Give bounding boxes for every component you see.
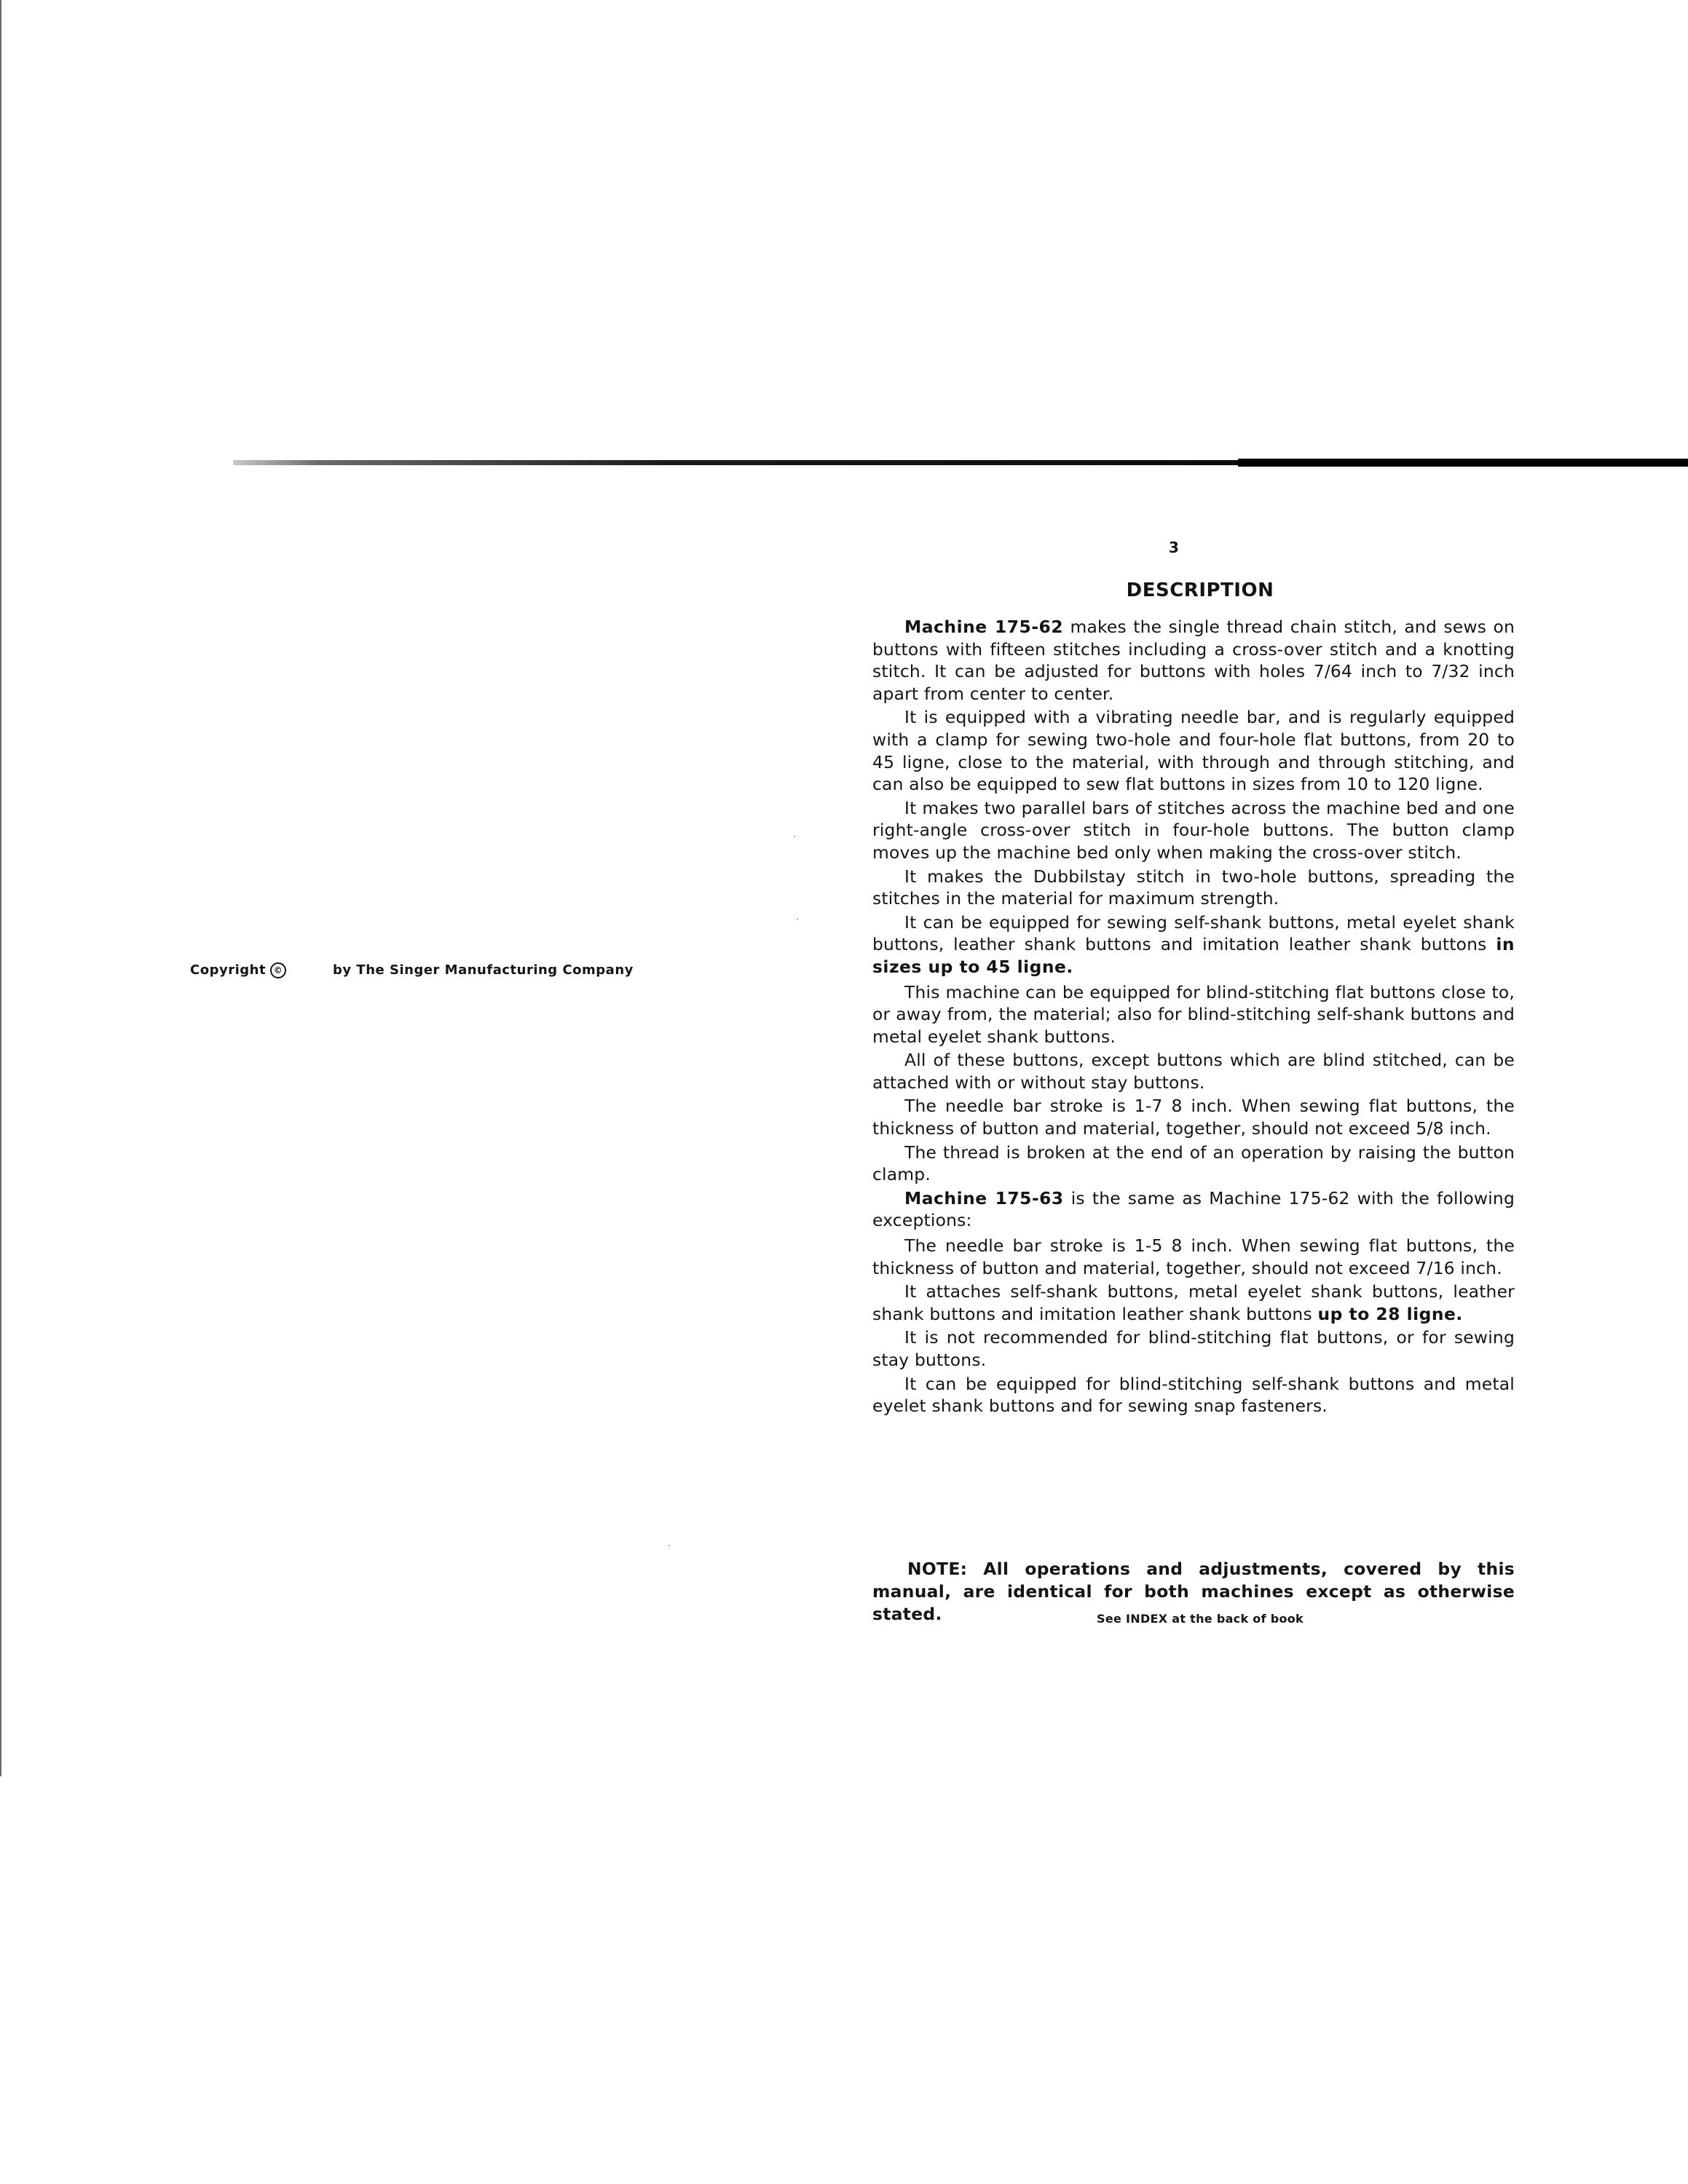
description-paragraph — [872, 1373, 1515, 1417]
paragraph-text: is the same as Machine 175-62 with the following exceptions: — [872, 1187, 1515, 1231]
description-body — [872, 616, 1515, 1419]
description-paragraph — [872, 616, 1515, 705]
paragraph-text: It makes two parallel bars of stitches across the machine bed and one right-angle cross-over stitch in four-hole buttons. The button clamp moves up the machine bed only when making the cross-over stitch. — [872, 797, 1515, 863]
note-paragraph: NOTE: All operations and adjustments, covered by this manual, are identical for both machines except as otherwise stated. — [872, 1559, 1515, 1624]
description-paragraph — [872, 1281, 1515, 1325]
paragraph-text: It attaches self-shank buttons, metal eyelet shank buttons, leather shank buttons and imitation leather shank buttons — [872, 1281, 1515, 1324]
description-paragraph — [872, 1235, 1515, 1279]
paragraph-text: It can be equipped for blind-stitching self-shank buttons and metal eyelet shank buttons and for sewing snap fasteners. — [872, 1373, 1515, 1417]
top-rule-heavy — [1238, 459, 1688, 467]
paragraph-text: The needle bar stroke is 1-7 8 inch. When sewing flat buttons, the thickness of button and material, together, should not exceed 5/8 inch. — [872, 1096, 1515, 1139]
copyright-holder: by The Singer Manufacturing Company — [333, 962, 634, 978]
scan-speck — [669, 1545, 670, 1546]
paragraph-text: All of these buttons, except buttons which are blind stitched, can be attached with or without stay buttons. — [872, 1050, 1515, 1093]
paragraph-text: It makes the Dubbilstay stitch in two-hole buttons, spreading the stitches in the material for maximum strength. — [872, 866, 1515, 909]
copyright-label: Copyright — [190, 962, 267, 978]
scan-speck — [797, 919, 798, 920]
paragraph-text: This machine can be equipped for blind-stitching flat buttons close to, or away from, the material; also for blind-stitching self-shank buttons and metal eyelet shank buttons. — [872, 981, 1515, 1047]
description-paragraph — [872, 797, 1515, 864]
see-index-footnote: See INDEX at the back of book — [1097, 1612, 1304, 1626]
copyright-icon: © — [270, 962, 286, 978]
paragraph-text: It is equipped with a vibrating needle bar, and is regularly equipped with a clamp for sewing two-hole and four-hole flat buttons, from 20 to 45 ligne, close to the material, with through and through stitching, and can also be equipped to sew flat buttons in sizes from 10 to 120 ligne. — [872, 707, 1515, 795]
size-emphasis: up to 28 ligne. — [1317, 1303, 1463, 1324]
description-paragraph — [872, 1049, 1515, 1093]
paragraph-text: It is not recommended for blind-stitching flat buttons, or for sewing stay buttons. — [872, 1327, 1515, 1370]
paragraph-text: makes the single thread chain stitch, and sews on buttons with fifteen stitches including a cross-over stitch and a knotting stitch. It can be adjusted for buttons with holes 7/64 inch to 7/32 inch apart from center to center. — [872, 617, 1515, 704]
scan-speck — [794, 836, 795, 837]
machine-model-lead: Machine 175-63 — [904, 1187, 1064, 1208]
page-fold-line — [0, 0, 1, 1776]
description-paragraph — [872, 1187, 1515, 1232]
page-title: DESCRIPTION — [1126, 579, 1274, 601]
description-paragraph — [872, 911, 1515, 978]
paragraph-text: It can be equipped for sewing self-shank buttons, metal eyelet shank buttons, leather shank buttons and imitation leather shank buttons — [872, 911, 1515, 955]
description-paragraph — [872, 1142, 1515, 1186]
description-paragraph — [872, 1326, 1515, 1371]
paragraph-text: The needle bar stroke is 1-5 8 inch. When sewing flat buttons, the thickness of button and material, together, should not exceed 7/16 inch. — [872, 1235, 1515, 1278]
paragraph-text: The thread is broken at the end of an operation by raising the button clamp. — [872, 1142, 1515, 1185]
description-paragraph — [872, 981, 1515, 1048]
copyright-notice — [190, 962, 634, 978]
description-paragraph — [872, 1095, 1515, 1139]
page-number: 3 — [1169, 539, 1179, 556]
description-paragraph — [872, 706, 1515, 795]
size-emphasis: in sizes up to 45 ligne. — [872, 934, 1515, 977]
machine-model-lead: Machine 175-62 — [904, 617, 1064, 637]
description-paragraph — [872, 866, 1515, 910]
